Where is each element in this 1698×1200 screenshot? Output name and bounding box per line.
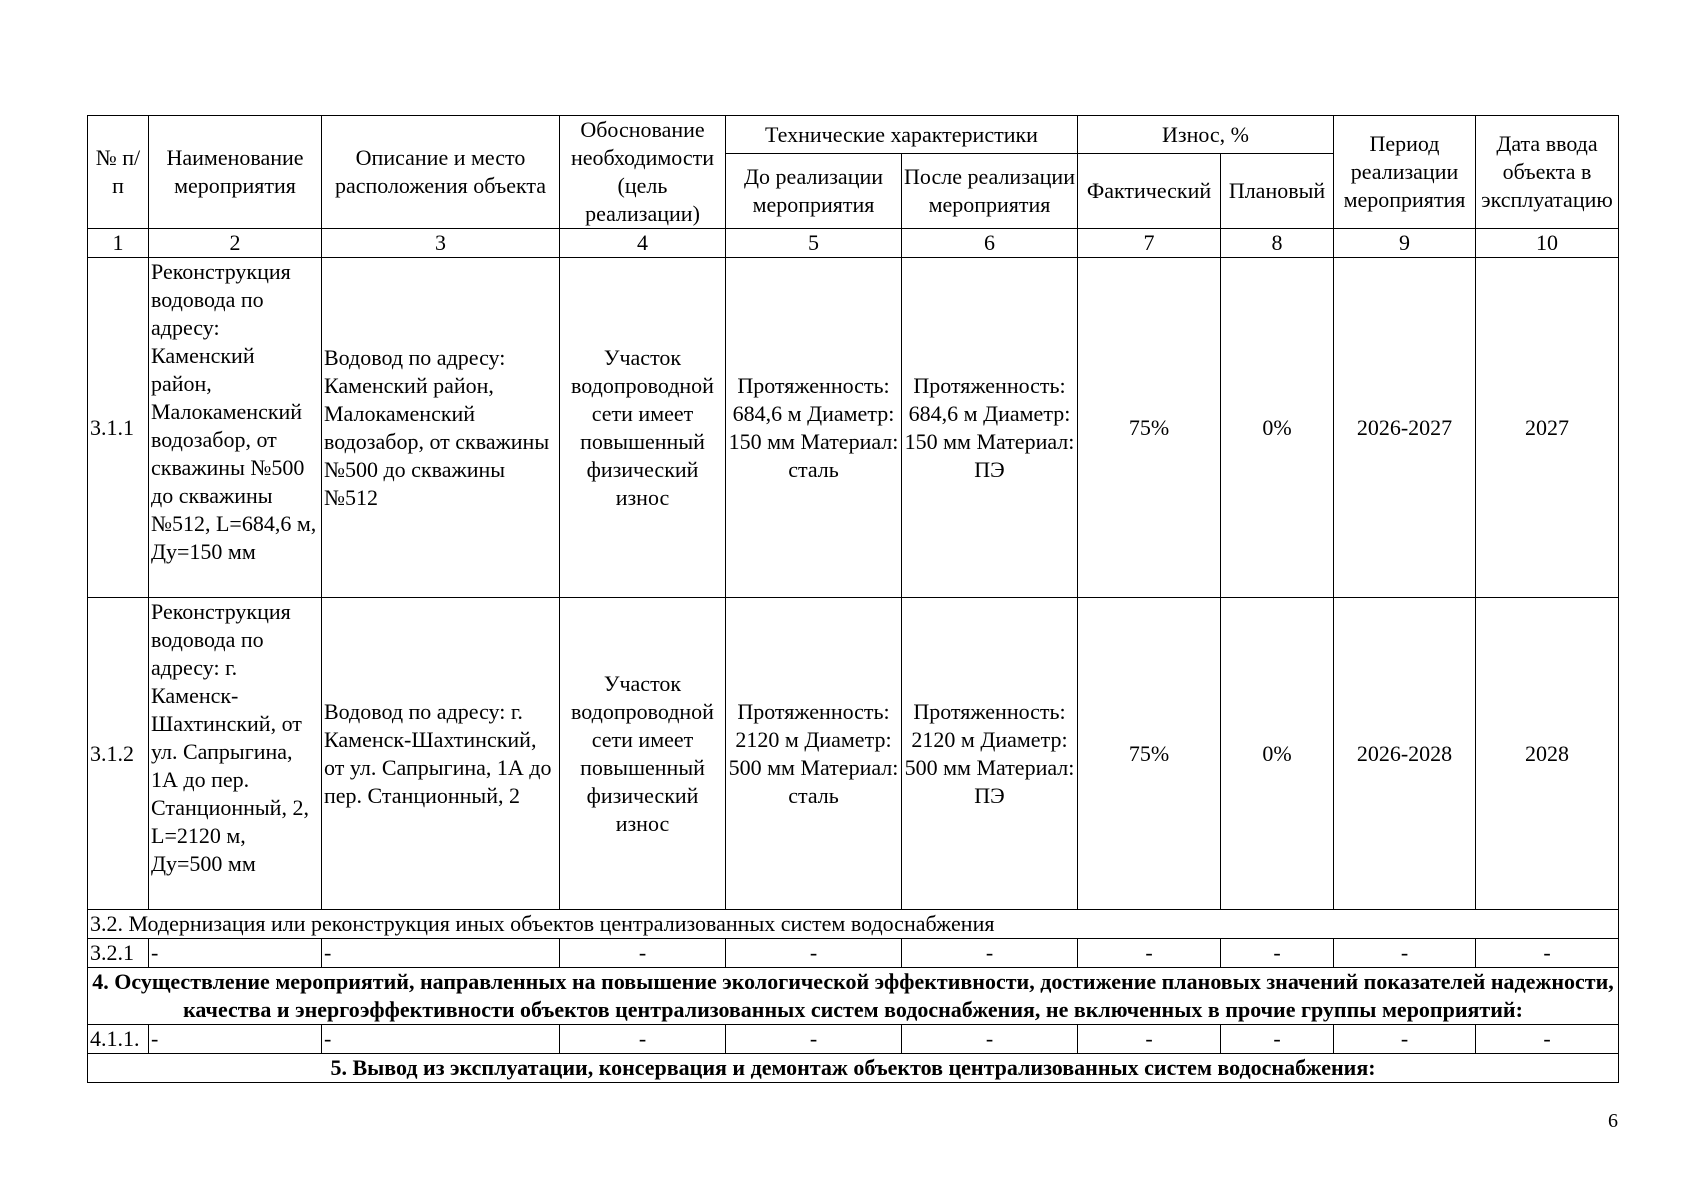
header-row-1	[88, 116, 1619, 154]
row-number: 3.1.1	[88, 258, 149, 598]
table-row	[88, 939, 1619, 968]
column-number: 7	[1078, 229, 1221, 258]
section-4-title: 4. Осуществление мероприятий, направленных на повышение экологической эффективности, достижение плановых значений показателей надежности, качества и энергоэффективности объектов централизованных систем водоснабжения, не включенных в прочие группы мероприятий:	[88, 968, 1619, 1025]
row-cell: -	[1221, 939, 1334, 968]
row-wear-fact: 75%	[1078, 258, 1221, 598]
header-tech-specs: Технические характеристики	[726, 116, 1078, 154]
row-reason: Участок водопроводной сети имеет повышенный физический износ	[560, 258, 726, 598]
row-reason: Участок водопроводной сети имеет повышенный физический износ	[560, 598, 726, 910]
column-number: 5	[726, 229, 902, 258]
row-number: 3.1.2	[88, 598, 149, 910]
row-tech-after: Протяженность: 2120 м Диаметр: 500 мм Материал: ПЭ	[902, 598, 1078, 910]
row-wear-fact: 75%	[1078, 598, 1221, 910]
row-cell: -	[149, 1025, 322, 1054]
row-commission-date: 2028	[1476, 598, 1619, 910]
column-number-row	[88, 229, 1619, 258]
row-tech-before: Протяженность: 2120 м Диаметр: 500 мм Материал: сталь	[726, 598, 902, 910]
table-row	[88, 1025, 1619, 1054]
row-number: 4.1.1.	[88, 1025, 149, 1054]
section-row	[88, 968, 1619, 1025]
row-period: 2026-2027	[1334, 258, 1476, 598]
header-name: Наименование мероприятия	[149, 116, 322, 229]
row-cell: -	[560, 939, 726, 968]
row-cell: -	[726, 1025, 902, 1054]
row-period: 2026-2028	[1334, 598, 1476, 910]
header-wear-plan: Плановый	[1221, 154, 1334, 229]
row-name: Реконструкция водовода по адресу: г. Каменск-Шахтинский, от ул. Сапрыгина, 1А до пер. Станционный, 2, L=2120 м, Ду=500 мм	[149, 598, 322, 910]
column-number: 10	[1476, 229, 1619, 258]
row-number: 3.2.1	[88, 939, 149, 968]
row-wear-plan: 0%	[1221, 258, 1334, 598]
column-number: 1	[88, 229, 149, 258]
row-cell: -	[1334, 1025, 1476, 1054]
column-number: 8	[1221, 229, 1334, 258]
section-5-title: 5. Вывод из эксплуатации, консервация и демонтаж объектов централизованных систем водоснабжения:	[88, 1054, 1619, 1083]
column-number: 9	[1334, 229, 1476, 258]
row-cell: -	[902, 939, 1078, 968]
row-cell: -	[1476, 1025, 1619, 1054]
header-wear: Износ, %	[1078, 116, 1334, 154]
row-cell: -	[560, 1025, 726, 1054]
column-number: 2	[149, 229, 322, 258]
row-tech-before: Протяженность: 684,6 м Диаметр: 150 мм Материал: сталь	[726, 258, 902, 598]
row-cell: -	[1221, 1025, 1334, 1054]
section-3-2-title: 3.2. Модернизация или реконструкция иных объектов централизованных систем водоснабжения	[88, 910, 1619, 939]
row-cell: -	[1078, 1025, 1221, 1054]
header-number: № п/п	[88, 116, 149, 229]
table-row	[88, 258, 1619, 598]
row-cell: -	[1476, 939, 1619, 968]
section-row	[88, 1054, 1619, 1083]
table-row	[88, 598, 1619, 910]
header-tech-before: До реализации мероприятия	[726, 154, 902, 229]
row-cell: -	[149, 939, 322, 968]
column-number: 6	[902, 229, 1078, 258]
header-tech-after: После реализации мероприятия	[902, 154, 1078, 229]
row-cell: -	[902, 1025, 1078, 1054]
row-description: Водовод по адресу: Каменский район, Малокаменский водозабор, от скважины №500 до скважины №512	[322, 258, 560, 598]
row-description: Водовод по адресу: г. Каменск-Шахтинский, от ул. Сапрыгина, 1А до пер. Станционный, 2	[322, 598, 560, 910]
row-cell: -	[726, 939, 902, 968]
row-cell: -	[322, 939, 560, 968]
section-row	[88, 910, 1619, 939]
row-wear-plan: 0%	[1221, 598, 1334, 910]
row-cell: -	[1334, 939, 1476, 968]
page-number: 6	[1608, 1110, 1618, 1132]
header-commission-date: Дата ввода объекта в эксплуатацию	[1476, 116, 1619, 229]
header-wear-fact: Фактический	[1078, 154, 1221, 229]
header-reason: Обоснование необходимости (цель реализации)	[560, 116, 726, 229]
column-number: 3	[322, 229, 560, 258]
row-cell: -	[1078, 939, 1221, 968]
row-commission-date: 2027	[1476, 258, 1619, 598]
column-number: 4	[560, 229, 726, 258]
measures-table	[87, 115, 1619, 1083]
row-tech-after: Протяженность: 684,6 м Диаметр: 150 мм Материал: ПЭ	[902, 258, 1078, 598]
row-cell: -	[322, 1025, 560, 1054]
header-period: Период реализации мероприятия	[1334, 116, 1476, 229]
header-description: Описание и место расположения объекта	[322, 116, 560, 229]
row-name: Реконструкция водовода по адресу: Каменский район, Малокаменский водозабор, от скважины №500 до скважины №512, L=684,6 м, Ду=150 мм	[149, 258, 322, 598]
